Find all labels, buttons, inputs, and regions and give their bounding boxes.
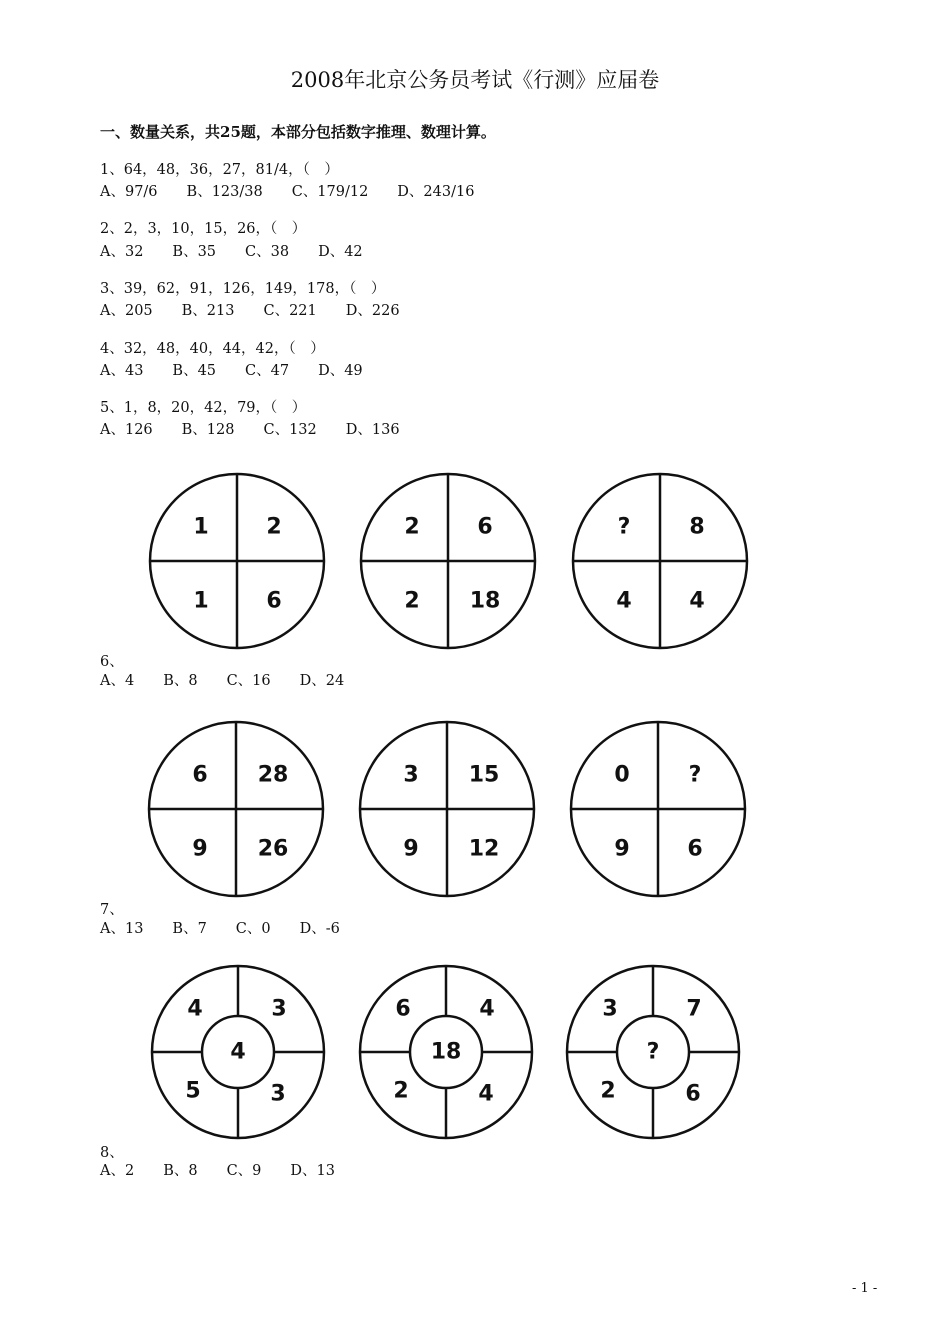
q8-figure-3-outer-circle — [567, 966, 739, 1138]
q7-figure-2-outer-circle — [360, 722, 534, 896]
q8-figure-2-value-center: 18 — [430, 1039, 462, 1065]
q6-figure-1-outer-circle — [150, 474, 324, 648]
q8-figure-3-value-top-right: 7 — [686, 996, 702, 1022]
question-2-stem: 2、2，3，10，15，26，（ ） — [100, 221, 307, 237]
q8-figure-3-value-bottom-right: 6 — [685, 1081, 701, 1107]
q6-figure-3-value-bottom-left: 4 — [616, 588, 632, 614]
q6-figure-3-outer-circle — [573, 474, 747, 648]
q8-figure-2-inner-circle — [410, 1016, 482, 1088]
q8-figure-1-value-top-left: 4 — [187, 996, 203, 1022]
q7-figure-1-value-top-left: 6 — [192, 762, 208, 788]
q8-figure-1-inner-circle — [202, 1016, 274, 1088]
q6-figure-3-value-top-left: ? — [617, 514, 631, 540]
q8-figure-2-value-bottom-right: 4 — [478, 1081, 494, 1107]
q8-figure-1-value-top-right: 3 — [271, 996, 287, 1022]
question-4-options: A、43 B、45 C、47 D、49 — [100, 363, 363, 379]
q8-figure-3-value-bottom-left: 2 — [600, 1078, 616, 1104]
q8-figure-2-value-bottom-left: 2 — [393, 1078, 409, 1104]
q6-figure-2-outer-circle — [361, 474, 535, 648]
q6-figure-1-value-bottom-right: 6 — [266, 588, 282, 614]
q6-figure-2-value-bottom-right: 18 — [469, 588, 501, 614]
q8-figure-1-value-bottom-right: 3 — [270, 1081, 286, 1107]
question-4-stem: 4、32，48，40，44，42，（ ） — [100, 341, 325, 357]
question-6-options: A、4 B、8 C、16 D、24 — [100, 673, 345, 689]
question-2-options: A、32 B、35 C、38 D、42 — [100, 244, 363, 260]
question-5-stem: 5、1，8，20，42，79，（ ） — [100, 400, 307, 416]
question-3-options: A、205 B、213 C、221 D、226 — [100, 303, 400, 319]
q7-figure-3-value-top-right: ? — [688, 762, 702, 788]
q7-figure-3-value-bottom-right: 6 — [687, 836, 703, 862]
q7-figure-1-outer-circle — [149, 722, 323, 896]
q8-figure-2-outer-circle — [360, 966, 532, 1138]
question-7-stem: 7、 — [100, 902, 124, 918]
q6-figure-1-value-bottom-left: 1 — [193, 588, 209, 614]
section-heading: 一、数量关系，共25题，本部分包括数字推理、数理计算。 — [100, 123, 496, 141]
q8-figure-2-value-top-left: 6 — [395, 996, 411, 1022]
question-1-stem: 1、64，48，36，27，81/4，（ ） — [100, 162, 339, 178]
question-7-options: A、13 B、7 C、0 D、-6 — [100, 921, 340, 937]
q7-figure-1-value-bottom-left: 9 — [192, 836, 208, 862]
question-3-stem: 3、39，62，91，126，149，178，（ ） — [100, 281, 386, 297]
q7-figure-2-value-bottom-left: 9 — [403, 836, 419, 862]
q6-figure-1-value-top-left: 1 — [193, 514, 209, 540]
question-5-options: A、126 B、128 C、132 D、136 — [100, 422, 400, 438]
q6-figure-2-value-top-right: 6 — [477, 514, 493, 540]
q7-figure-3-outer-circle — [571, 722, 745, 896]
q6-figure-2-value-bottom-left: 2 — [404, 588, 420, 614]
q7-figure-2-value-top-right: 15 — [468, 762, 500, 788]
question-6-stem: 6、 — [100, 654, 124, 670]
question-1-options: A、97/6 B、123/38 C、179/12 D、243/16 — [100, 184, 475, 200]
q6-figure-3-value-top-right: 8 — [689, 514, 705, 540]
question-8-options: A、2 B、8 C、9 D、13 — [100, 1163, 335, 1179]
q7-figure-1-value-bottom-right: 26 — [257, 836, 289, 862]
q8-figure-1-value-center: 4 — [230, 1039, 246, 1065]
q7-figure-2-value-top-left: 3 — [403, 762, 419, 788]
page-title: 2008年北京公务员考试《行测》应届卷 — [290, 68, 660, 92]
page-number: - 1 - — [852, 1281, 878, 1296]
q8-figure-3-inner-circle — [617, 1016, 689, 1088]
q8-figure-2-value-top-right: 4 — [479, 996, 495, 1022]
q6-figure-1-value-top-right: 2 — [266, 514, 282, 540]
q6-figure-3-value-bottom-right: 4 — [689, 588, 705, 614]
q7-figure-3-value-bottom-left: 9 — [614, 836, 630, 862]
q7-figure-2-value-bottom-right: 12 — [468, 836, 500, 862]
question-8-stem: 8、 — [100, 1145, 124, 1161]
q8-figure-1-value-bottom-left: 5 — [185, 1078, 201, 1104]
q7-figure-1-value-top-right: 28 — [257, 762, 289, 788]
q6-figure-2-value-top-left: 2 — [404, 514, 420, 540]
q8-figure-3-value-top-left: 3 — [602, 996, 618, 1022]
q8-figure-1-outer-circle — [152, 966, 324, 1138]
q8-figure-3-value-center: ? — [646, 1039, 660, 1065]
q7-figure-3-value-top-left: 0 — [614, 762, 630, 788]
